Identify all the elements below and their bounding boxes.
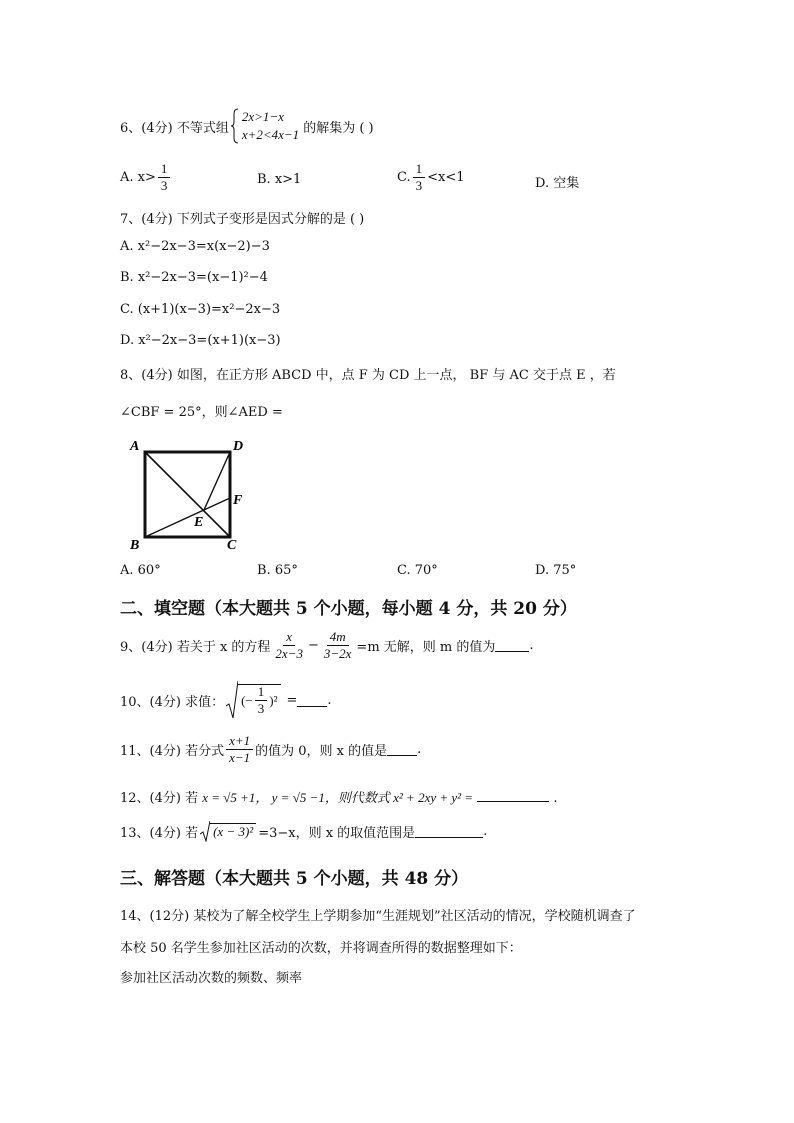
- section-heading-solve: 三、解答题（本大题共 5 个小题，共 48 分）: [120, 869, 469, 889]
- q10-fraction: [255, 685, 268, 716]
- q11-stem: [120, 734, 421, 765]
- q7-option-d: D. x²−2x−3=(x+1)(x−3): [120, 333, 281, 348]
- q6-option-b: B. x>1: [257, 172, 302, 187]
- q9-prefix: 9、(4分) 若关于 x 的方程: [120, 640, 271, 655]
- q6-option-c-fraction: [413, 162, 426, 193]
- q10-prefix: 10、(4分) 求值：: [120, 694, 225, 710]
- q6-ineq2: x+2<4x−1: [241, 127, 300, 142]
- label-b: B: [130, 538, 140, 553]
- q12-stem: [120, 787, 558, 806]
- q9-stem: [120, 630, 534, 661]
- q13-end: .: [483, 823, 488, 839]
- q7-option-a: A. x²−2x−3=x(x−2)−3: [120, 239, 270, 254]
- section-heading-fill-in: 二、填空题（本大题共 5 个小题，每小题 4 分，共 20 分）: [120, 599, 577, 619]
- square-figure: [120, 432, 260, 554]
- q8-line2: ∠CBF = 25°，则∠AED =: [120, 405, 283, 420]
- fraction-denominator: 3: [415, 178, 423, 193]
- answer-blank[interactable]: [387, 743, 417, 756]
- segment-bf: [145, 498, 230, 537]
- sqrt-icon: [200, 820, 210, 842]
- q6-option-a-label: A. x>: [120, 170, 156, 185]
- q13-suffix: =3−x，则 x 的取值范围是: [258, 825, 416, 841]
- q6-option-c-rest: <x<1: [427, 170, 465, 185]
- q10-equals: =: [286, 692, 298, 708]
- fraction-denominator: 2x−3: [275, 646, 303, 661]
- q6-system: [242, 108, 299, 144]
- q10-stem: [120, 680, 332, 720]
- q10-radicand: [238, 684, 280, 716]
- q7-option-c: C. (x+1)(x−3)=x²−2x−3: [120, 302, 281, 317]
- q13-prefix: 13、(4分) 若: [120, 825, 199, 841]
- label-d: D: [233, 439, 244, 454]
- q11-prefix: 11、(4分) 若分式: [120, 744, 225, 759]
- diagonal-ac: [145, 452, 230, 537]
- q10-radical: [226, 680, 280, 720]
- q10-end: .: [327, 692, 332, 708]
- q12-expression: x = √5 +1， y = √5 −1，则代数式 x² + 2xy + y² =: [202, 790, 474, 805]
- q8-option-c: C. 70°: [397, 563, 438, 578]
- answer-blank[interactable]: [415, 825, 483, 838]
- q7-option-b: B. x²−2x−3=(x−1)²−4: [120, 270, 268, 285]
- fraction-numerator: 1: [255, 685, 268, 701]
- answer-blank[interactable]: [495, 639, 529, 652]
- q12-end: .: [553, 791, 558, 806]
- minus-sign: −: [307, 638, 319, 653]
- q9-end: .: [529, 638, 534, 653]
- q8-line1: 8、(4分) 如图，在正方形 ABCD 中，点 F 为 CD 上一点， BF 与 AC 交于点 E ，若: [120, 368, 616, 383]
- fraction-numerator: 1: [413, 162, 426, 178]
- q6-stem: [120, 108, 374, 144]
- q6-prefix: 6、(4分) 不等式组: [120, 120, 229, 136]
- label-a: A: [130, 439, 140, 454]
- q8-option-d: D. 75°: [535, 563, 577, 578]
- q13-radicand: (x − 3)²: [210, 823, 256, 840]
- q8-option-b: B. 65°: [257, 563, 298, 578]
- answer-blank[interactable]: [477, 789, 549, 802]
- label-f: F: [233, 493, 243, 508]
- fraction-denominator: x−1: [229, 750, 251, 765]
- label-e: E: [194, 515, 204, 530]
- answer-blank[interactable]: [297, 694, 327, 707]
- q11-end: .: [417, 742, 422, 757]
- q10-inner-open: (−: [241, 692, 253, 708]
- q8-option-a: A. 60°: [120, 563, 161, 578]
- fraction-numerator: 1: [158, 162, 171, 178]
- q14-line3: 参加社区活动次数的频数、频率: [120, 971, 303, 986]
- q11-fraction: [226, 734, 253, 765]
- q6-option-c-label: C.: [397, 170, 411, 185]
- q6-option-a: [120, 162, 172, 193]
- q10-inner-close: )²: [269, 692, 278, 708]
- segment-de: [204, 452, 230, 510]
- fraction-denominator: 3−2x: [323, 646, 352, 661]
- fraction-denominator: 3: [257, 701, 265, 716]
- sqrt-icon: [226, 680, 238, 720]
- q7-stem: 7、(4分) 下列式子变形是因式分解的是 ( ): [120, 212, 365, 227]
- q14-line2: 本校 50 名学生参加社区活动的次数，并将调查所得的数据整理如下：: [120, 941, 522, 956]
- fraction-denominator: 3: [160, 178, 168, 193]
- q6-option-d: D. 空集: [535, 176, 580, 191]
- q6-option-a-fraction: [158, 162, 171, 193]
- q6-ineq1: 2x>1−x: [241, 109, 284, 124]
- fraction-numerator: x+1: [226, 734, 253, 750]
- q6-suffix: 的解集为 ( ): [303, 120, 374, 136]
- q6-option-c: [397, 162, 465, 193]
- q11-suffix: 的值为 0，则 x 的值是: [255, 744, 388, 759]
- q14-line1: 14、(12分) 某校为了解全校学生上学期参加“生涯规划”社区活动的情况，学校随机调查了: [120, 909, 636, 924]
- brace-icon: [231, 108, 239, 144]
- q13-stem: [120, 820, 487, 842]
- fraction-numerator: 4m: [327, 630, 349, 646]
- fraction-numerator: x: [283, 630, 295, 646]
- q12-prefix: 12、(4分) 若: [120, 791, 199, 806]
- q13-radical: [200, 820, 256, 842]
- label-c: C: [227, 538, 237, 553]
- q9-fraction-2: [321, 630, 355, 661]
- q9-suffix: =m 无解，则 m 的值为: [356, 640, 496, 655]
- q9-fraction-1: [272, 630, 306, 661]
